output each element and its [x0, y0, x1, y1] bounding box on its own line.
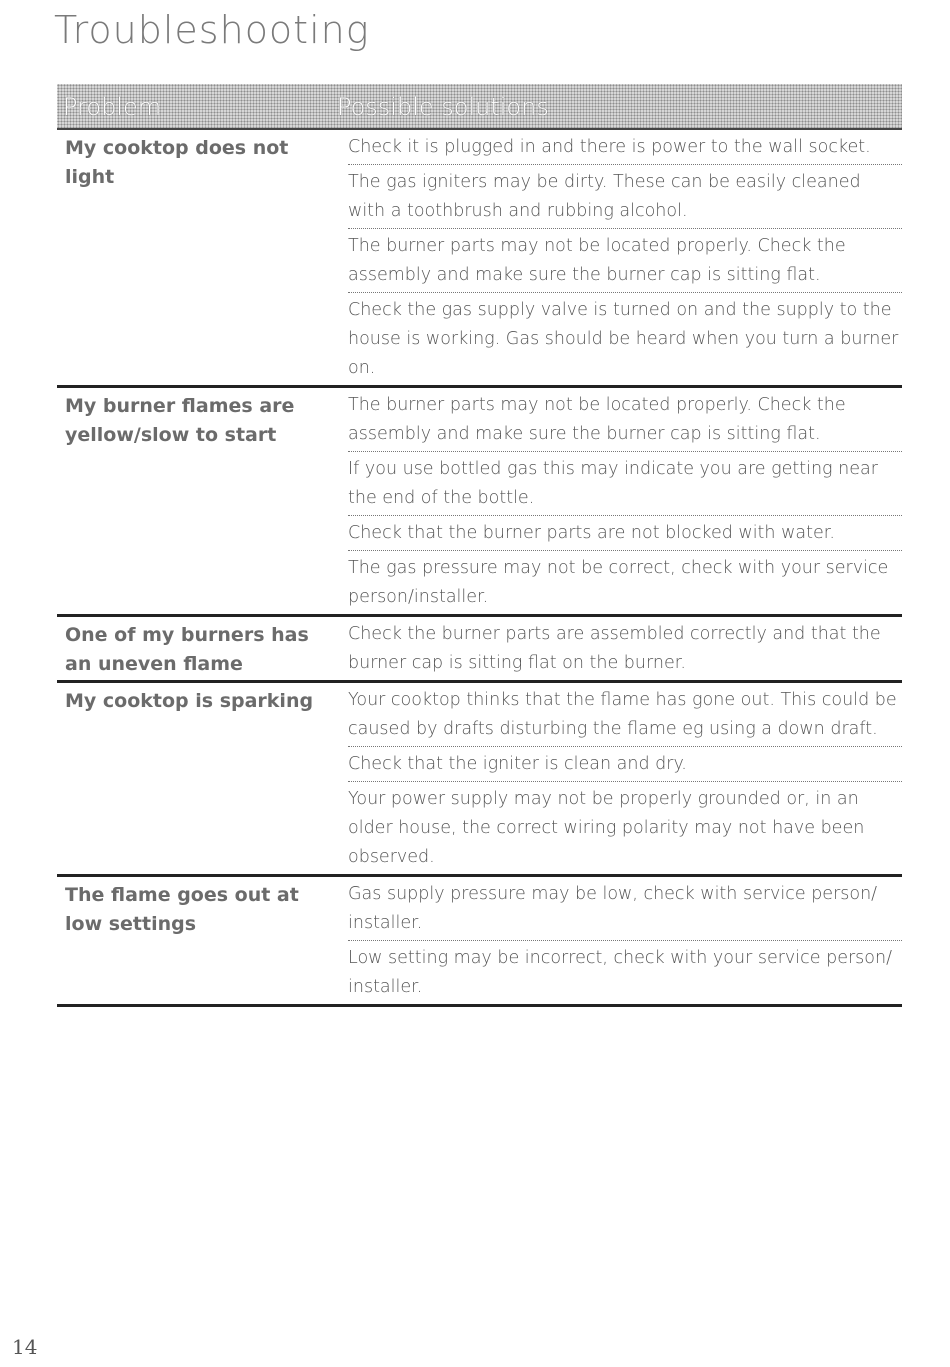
- problem-group: [57, 683, 902, 877]
- solutions-cell: [343, 388, 902, 614]
- problem-cell: My cooktop does not light: [65, 137, 289, 188]
- solution-item: Check it is plugged in and there is power to the wall socket.: [348, 130, 902, 165]
- page-title: Troubleshooting: [54, 8, 370, 52]
- solution-item: Check that the burner parts are not blocked with water.: [348, 516, 902, 551]
- problem-cell: One of my burners has an uneven flame: [65, 624, 309, 675]
- solutions-cell: [343, 877, 902, 1004]
- solution-item: Your power supply may not be properly grounded or, in an older house, the correct wiring polarity may not have been observed.: [348, 789, 865, 867]
- problem-group: [57, 877, 902, 1007]
- header-possible-solutions: Possible solutions: [337, 93, 549, 121]
- problem-cell: My burner flames are yellow/slow to start: [65, 395, 295, 446]
- page-number: 14: [12, 1335, 38, 1359]
- header-problem: Problem: [63, 93, 162, 121]
- problem-group: [57, 388, 902, 617]
- problem-cell: My cooktop is sparking: [65, 690, 314, 712]
- solution-item: Check that the igniter is clean and dry.: [348, 747, 902, 782]
- problem-group: [57, 130, 902, 388]
- troubleshooting-table: [57, 84, 902, 1007]
- table-header: [57, 84, 902, 130]
- solutions-cell: [343, 617, 902, 680]
- solution-item: The burner parts may not be located properly. Check the assembly and make sure the burner cap is sitting flat.: [348, 229, 902, 293]
- solutions-cell: [343, 130, 902, 385]
- solution-item: The gas igniters may be dirty. These can be easily cleaned with a toothbrush and rubbing alcohol.: [348, 165, 902, 229]
- problem-group: [57, 617, 902, 683]
- solutions-cell: [343, 683, 902, 874]
- problem-cell: The flame goes out at low settings: [65, 884, 299, 935]
- solution-item: The burner parts may not be located properly. Check the assembly and make sure the burner cap is sitting flat.: [348, 388, 902, 452]
- solution-item: Check the gas supply valve is turned on and the supply to the house is working. Gas should be heard when you turn a burner on.: [348, 300, 899, 378]
- solution-item: Your cooktop thinks that the flame has gone out. This could be caused by drafts disturbing the flame eg using a down draft.: [348, 683, 902, 747]
- solution-item: The gas pressure may not be correct, check with your service person/installer.: [348, 558, 889, 607]
- solution-item: If you use bottled gas this may indicate you are getting near the end of the bottle.: [348, 452, 902, 516]
- solution-item: Low setting may be incorrect, check with your service person/ installer.: [348, 948, 892, 997]
- solution-item: Gas supply pressure may be low, check with service person/ installer.: [348, 877, 902, 941]
- solution-item: Check the burner parts are assembled correctly and that the burner cap is sitting flat on the burner.: [348, 624, 881, 673]
